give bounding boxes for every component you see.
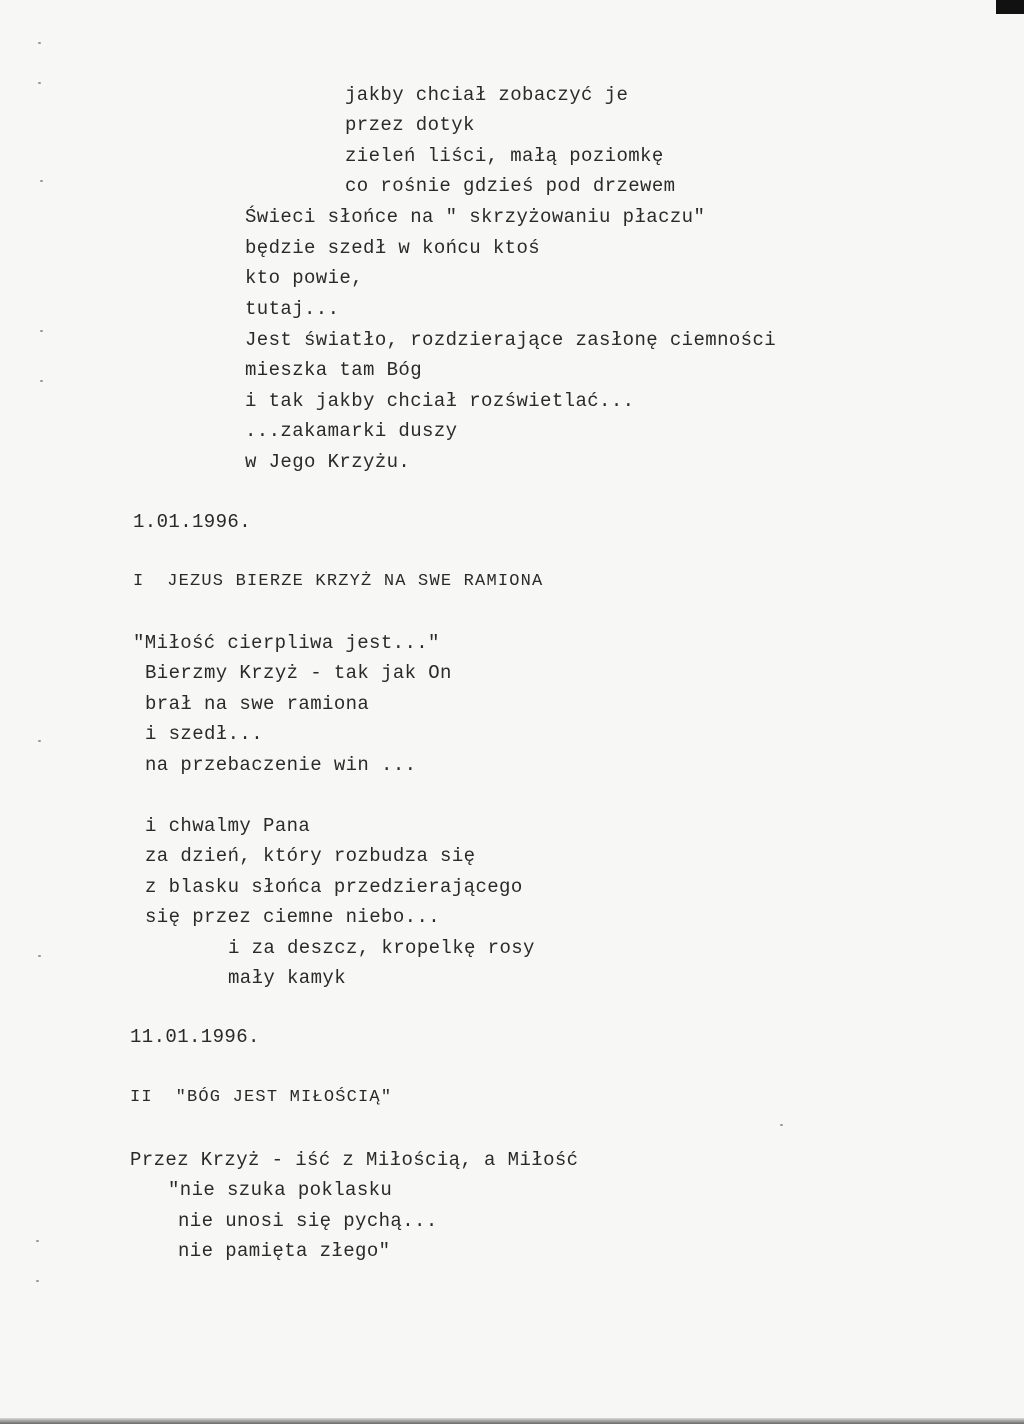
poem-line: ...zakamarki duszy (245, 420, 458, 442)
scan-speck (38, 42, 41, 44)
section-heading: II "BÓG JEST MIŁOŚCIĄ" (130, 1088, 393, 1107)
poem-line: i chwalmy Pana (145, 815, 311, 837)
poem-line: Jest światło, rozdzierające zasłonę ciemności (245, 329, 777, 351)
poem-line: nie unosi się pychą... (178, 1210, 438, 1232)
poem-line: brał na swe ramiona (145, 693, 370, 715)
scan-speck (38, 955, 41, 957)
poem-line: "nie szuka poklasku (168, 1179, 393, 1201)
poem-line: kto powie, (245, 267, 364, 289)
scan-speck (780, 1124, 783, 1126)
poem-line: nie pamięta złego" (178, 1240, 391, 1262)
poem-line: przez dotyk (345, 114, 475, 136)
scan-edge-top (996, 0, 1024, 14)
poem-line: Bierzmy Krzyż - tak jak On (145, 662, 452, 684)
poem-line: i za deszcz, kropelkę rosy (228, 937, 535, 959)
poem-line: będzie szedł w końcu ktoś (245, 237, 541, 259)
poem-line: tutaj... (245, 298, 340, 320)
poem-line: co rośnie gdzieś pod drzewem (345, 175, 676, 197)
poem-line: się przez ciemne niebo... (145, 906, 441, 928)
poem-line: mały kamyk (228, 967, 347, 989)
poem-line: jakby chciał zobaczyć je (345, 84, 629, 106)
scan-speck (40, 330, 43, 332)
poem-line: i tak jakby chciał rozświetlać... (245, 390, 635, 412)
poem-line: w Jego Krzyżu. (245, 451, 411, 473)
poem-line: zieleń liści, małą poziomkę (345, 145, 664, 167)
poem-line: Przez Krzyż - iść z Miłością, a Miłość (130, 1149, 579, 1171)
scan-speck (36, 1280, 39, 1282)
scan-speck (38, 82, 41, 84)
scan-speck (38, 740, 41, 742)
poem-line: za dzień, który rozbudza się (145, 845, 476, 867)
date-line: 1.01.1996. (133, 511, 252, 533)
scan-edge-bottom (0, 1418, 1024, 1424)
poem-line: na przebaczenie win ... (145, 754, 417, 776)
poem-line: i szedł... (145, 723, 264, 745)
date-line: 11.01.1996. (130, 1026, 260, 1048)
scan-speck (36, 1240, 39, 1242)
scan-speck (40, 380, 43, 382)
poem-line: Świeci słońce na " skrzyżowaniu płaczu" (245, 206, 706, 228)
poem-line: "Miłość cierpliwa jest..." (133, 632, 440, 654)
poem-line: mieszka tam Bóg (245, 359, 423, 381)
poem-line: z blasku słońca przedzierającego (145, 876, 523, 898)
scan-speck (40, 180, 43, 182)
section-heading: I JEZUS BIERZE KRZYŻ NA SWE RAMIONA (133, 572, 544, 591)
